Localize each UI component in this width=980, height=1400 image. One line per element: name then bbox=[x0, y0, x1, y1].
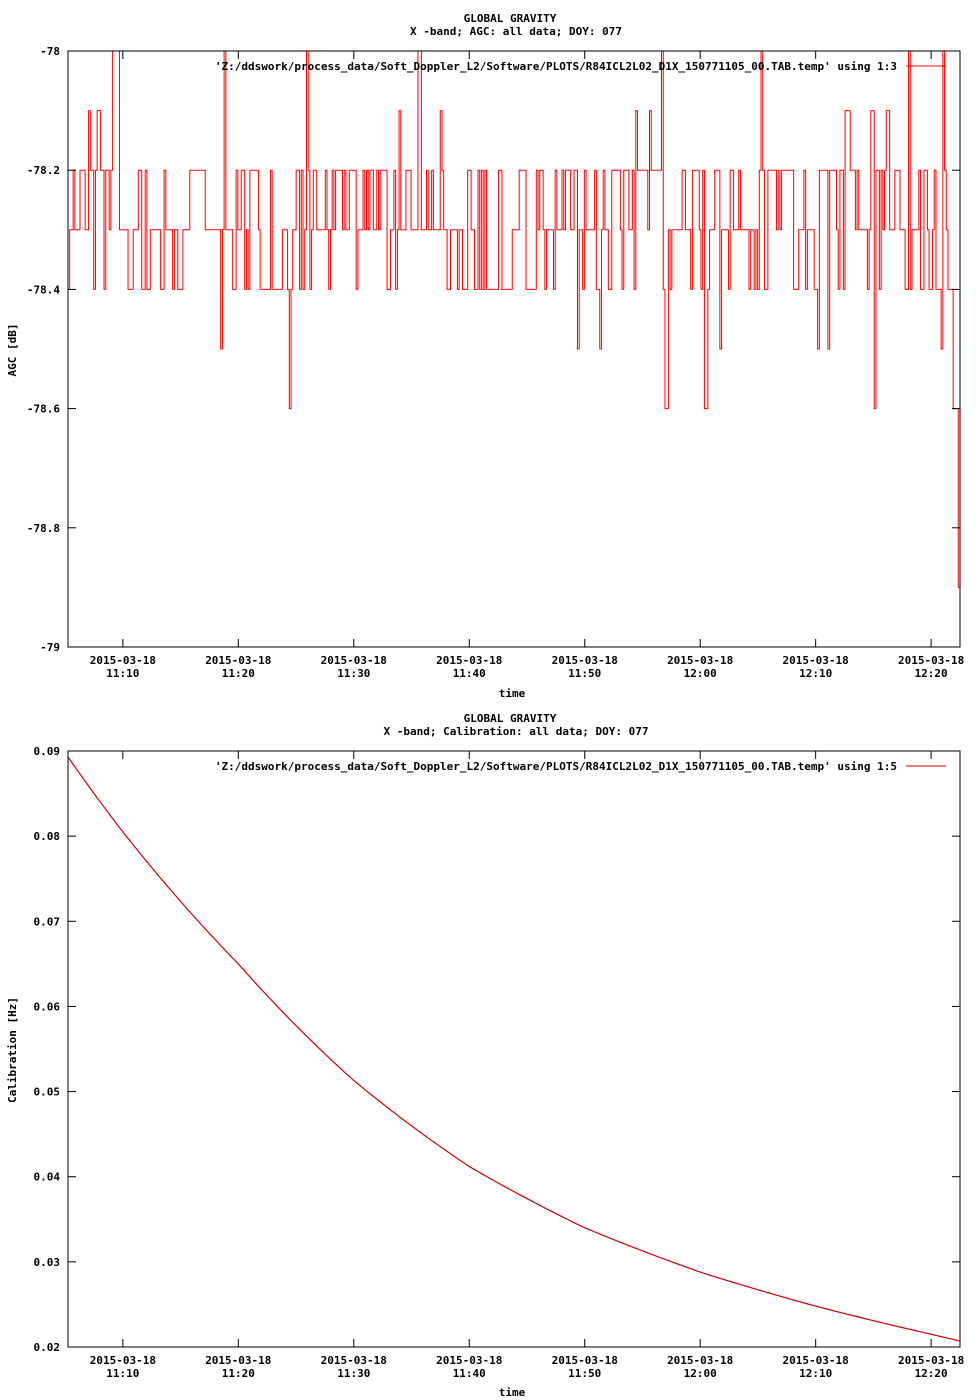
x-tick-date: 2015-03-18 bbox=[898, 1354, 965, 1367]
x-tick-date: 2015-03-18 bbox=[320, 654, 387, 667]
x-tick-time: 12:10 bbox=[799, 667, 833, 680]
x-tick-date: 2015-03-18 bbox=[89, 654, 156, 667]
x-tick-time: 11:10 bbox=[106, 1367, 140, 1380]
y-tick-label: 0.05 bbox=[33, 1085, 60, 1099]
x-tick-time: 11:50 bbox=[568, 667, 602, 680]
x-tick-time: 12:20 bbox=[914, 1367, 948, 1380]
agc-y-axis-label: AGC [dB] bbox=[6, 323, 19, 377]
agc-legend-label: 'Z:/ddswork/process_data/Soft_Doppler_L2/Software/PLOTS/R84ICL2L02_D1X_150771105_00.TAB.temp' using 1:3 bbox=[214, 60, 897, 73]
x-tick-time: 11:30 bbox=[337, 667, 371, 680]
agc-chart-title: GLOBAL GRAVITY bbox=[463, 12, 557, 25]
y-tick-label: -78.4 bbox=[26, 283, 60, 297]
calibration-y-axis bbox=[34, 745, 961, 1354]
x-tick-date: 2015-03-18 bbox=[89, 1354, 156, 1367]
y-tick-label: -78.6 bbox=[26, 402, 60, 416]
y-tick-label: 0.04 bbox=[33, 1170, 60, 1184]
y-tick-label: 0.08 bbox=[33, 830, 60, 844]
calibration-legend-label: 'Z:/ddswork/process_data/Soft_Doppler_L2/Software/PLOTS/R84ICL2L02_D1X_150771105_00.TAB.temp' using 1:5 bbox=[214, 760, 897, 773]
y-tick-label: -78.8 bbox=[26, 521, 60, 535]
x-tick-date: 2015-03-18 bbox=[436, 1354, 503, 1367]
calibration-x-axis bbox=[90, 751, 965, 1380]
agc-series-line bbox=[68, 51, 960, 587]
agc-x-axis bbox=[90, 51, 965, 680]
x-tick-time: 12:00 bbox=[683, 667, 717, 680]
y-tick-label: -78 bbox=[40, 45, 60, 58]
calibration-y-axis-label: Calibration [Hz] bbox=[6, 997, 19, 1103]
x-tick-date: 2015-03-18 bbox=[205, 1354, 272, 1367]
x-tick-date: 2015-03-18 bbox=[667, 654, 734, 667]
y-tick-label: 0.07 bbox=[33, 915, 60, 929]
x-tick-date: 2015-03-18 bbox=[320, 1354, 387, 1367]
x-tick-time: 11:40 bbox=[452, 667, 486, 680]
x-tick-date: 2015-03-18 bbox=[782, 1354, 849, 1367]
x-tick-date: 2015-03-18 bbox=[436, 654, 503, 667]
agc-plot-area bbox=[68, 51, 960, 587]
x-tick-time: 11:10 bbox=[106, 667, 140, 680]
x-tick-date: 2015-03-18 bbox=[551, 1354, 618, 1367]
y-tick-label: -79 bbox=[40, 641, 60, 654]
calibration-series-line bbox=[68, 757, 960, 1341]
x-tick-date: 2015-03-18 bbox=[782, 654, 849, 667]
y-tick-label: 0.02 bbox=[33, 1341, 60, 1354]
x-tick-date: 2015-03-18 bbox=[205, 654, 272, 667]
y-tick-label: -78.2 bbox=[26, 164, 60, 178]
agc-chart-subtitle: X -band; AGC: all data; DOY: 077 bbox=[410, 25, 622, 38]
calibration-x-axis-label: time bbox=[498, 1386, 526, 1399]
agc-y-axis bbox=[27, 45, 960, 654]
x-tick-date: 2015-03-18 bbox=[551, 654, 618, 667]
x-tick-time: 12:10 bbox=[799, 1367, 833, 1380]
y-tick-label: 0.03 bbox=[33, 1255, 60, 1269]
x-tick-time: 11:20 bbox=[221, 667, 255, 680]
x-tick-time: 11:20 bbox=[221, 1367, 255, 1380]
calibration-plot-frame bbox=[68, 751, 960, 1347]
calibration-chart bbox=[6, 712, 964, 1399]
y-tick-label: 0.06 bbox=[33, 1000, 60, 1014]
x-tick-time: 12:00 bbox=[683, 1367, 717, 1380]
x-tick-time: 12:20 bbox=[914, 667, 948, 680]
x-tick-date: 2015-03-18 bbox=[898, 654, 965, 667]
x-tick-time: 11:50 bbox=[568, 1367, 602, 1380]
y-tick-label: 0.09 bbox=[33, 745, 60, 758]
x-tick-time: 11:40 bbox=[452, 1367, 486, 1380]
calibration-chart-title: GLOBAL GRAVITY bbox=[463, 712, 557, 725]
calibration-plot-area bbox=[68, 757, 960, 1341]
x-tick-date: 2015-03-18 bbox=[667, 1354, 734, 1367]
agc-x-axis-label: time bbox=[498, 687, 526, 700]
calibration-chart-subtitle: X -band; Calibration: all data; DOY: 077 bbox=[383, 725, 649, 738]
agc-plot-frame bbox=[68, 51, 960, 647]
agc-chart bbox=[6, 12, 964, 700]
x-tick-time: 11:30 bbox=[337, 1367, 371, 1380]
